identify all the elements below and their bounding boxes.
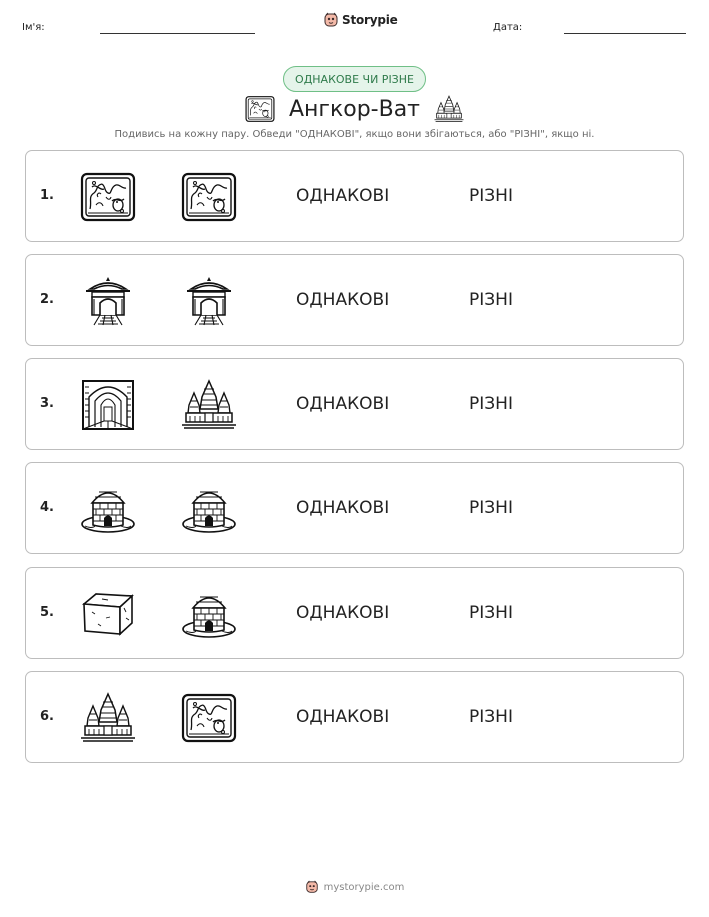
question-number: 1. — [40, 188, 54, 203]
storypie-logo — [323, 12, 398, 28]
stone-corridor-icon — [80, 379, 136, 431]
temple-towers-icon — [80, 692, 136, 744]
option-different[interactable]: РІЗНІ — [469, 707, 513, 727]
temple-gate-icon — [181, 275, 237, 327]
question-row-2 — [25, 254, 684, 346]
question-row-4 — [25, 462, 684, 554]
storypie-mascot-icon — [323, 12, 339, 28]
brand-name: Storypie — [342, 13, 398, 27]
temple-gate-icon — [80, 275, 136, 327]
carved-relief-panel-icon — [181, 171, 237, 223]
question-row-1 — [25, 150, 684, 242]
page-footer — [0, 880, 709, 894]
carved-relief-panel-icon — [245, 95, 275, 123]
name-field-line[interactable] — [100, 33, 255, 34]
option-same[interactable]: ОДНАКОВІ — [296, 290, 390, 310]
instructions-text: Подивись на кожну пару. Обведи "ОДНАКОВІ", якщо вони збігаються, або "РІЗНІ", якщо ні. — [114, 129, 595, 140]
option-different[interactable]: РІЗНІ — [469, 186, 513, 206]
option-same[interactable]: ОДНАКОВІ — [296, 603, 390, 623]
option-same[interactable]: ОДНАКОВІ — [296, 498, 390, 518]
date-label: Дата: — [493, 22, 523, 33]
question-row-6 — [25, 671, 684, 763]
question-row-5 — [25, 567, 684, 659]
round-stone-tower-icon — [80, 483, 136, 535]
storypie-mascot-icon — [305, 880, 319, 894]
carved-relief-panel-icon — [80, 171, 136, 223]
option-different[interactable]: РІЗНІ — [469, 394, 513, 414]
option-different[interactable]: РІЗНІ — [469, 498, 513, 518]
page-title: Ангкор-Ват — [288, 96, 421, 122]
worksheet-header — [0, 0, 709, 50]
question-row-3 — [25, 358, 684, 450]
carved-relief-panel-icon — [181, 692, 237, 744]
category-badge: ОДНАКОВЕ ЧИ РІЗНЕ — [283, 66, 426, 92]
question-number: 2. — [40, 292, 54, 307]
option-different[interactable]: РІЗНІ — [469, 290, 513, 310]
title-row — [0, 93, 709, 125]
option-same[interactable]: ОДНАКОВІ — [296, 394, 390, 414]
date-field-line[interactable] — [564, 33, 686, 34]
question-number: 6. — [40, 709, 54, 724]
footer-website[interactable]: mystorypie.com — [323, 881, 405, 893]
option-same[interactable]: ОДНАКОВІ — [296, 186, 390, 206]
question-number: 3. — [40, 396, 54, 411]
option-different[interactable]: РІЗНІ — [469, 603, 513, 623]
temple-towers-icon — [434, 95, 464, 123]
round-stone-tower-icon — [181, 483, 237, 535]
question-number: 4. — [40, 500, 54, 515]
temple-towers-icon — [181, 379, 237, 431]
stone-block-icon — [80, 588, 136, 640]
name-label: Ім'я: — [22, 22, 45, 33]
question-number: 5. — [40, 605, 54, 620]
round-stone-tower-icon — [181, 588, 237, 640]
option-same[interactable]: ОДНАКОВІ — [296, 707, 390, 727]
